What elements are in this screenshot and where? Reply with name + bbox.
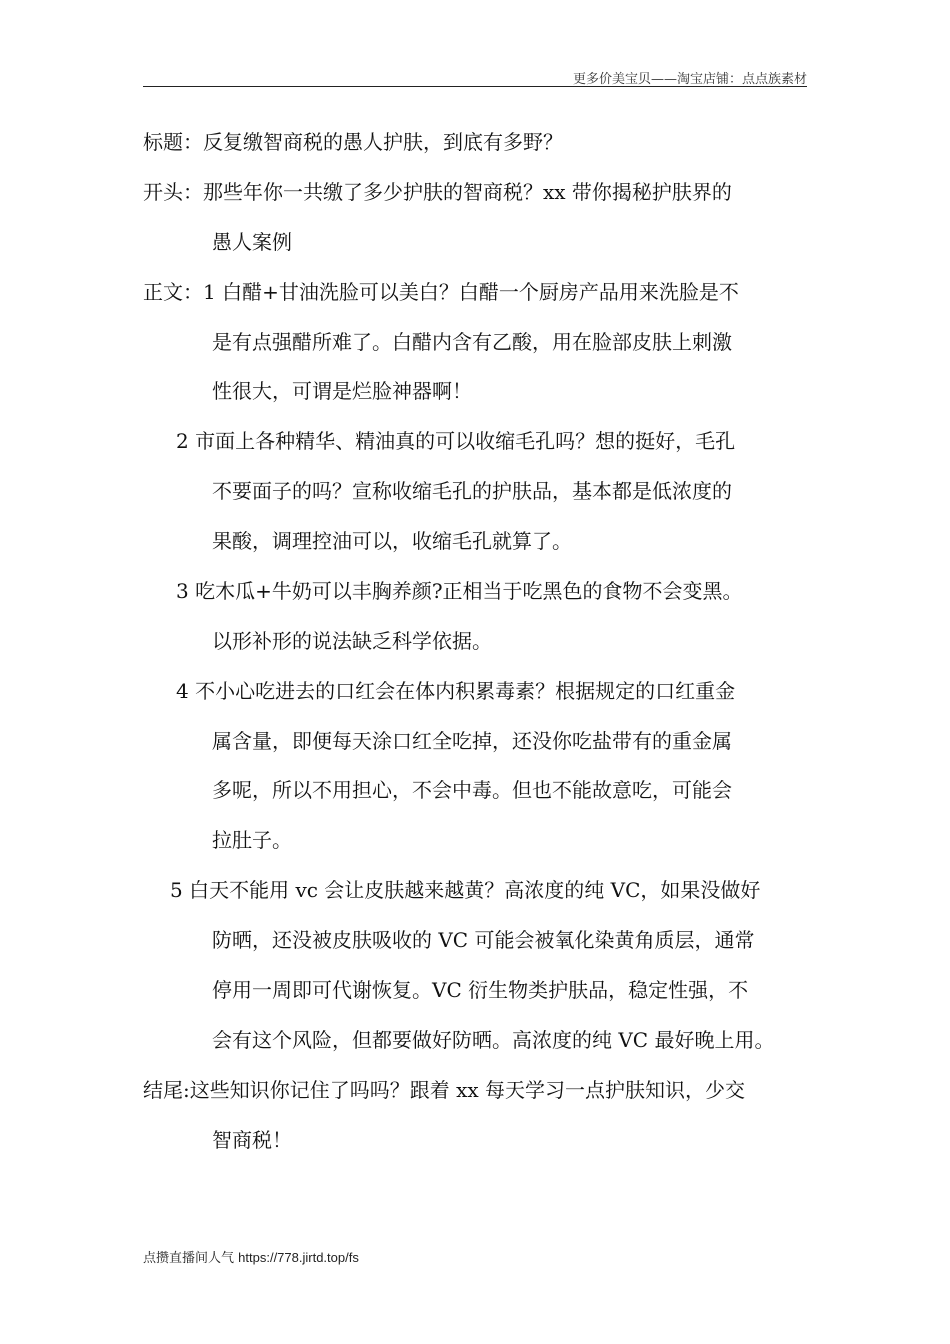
body-line: 属含量，即便每天涂口红全吃掉，还没你吃盐带有的重金属 bbox=[212, 729, 732, 753]
body-line: 会有这个风险，但都要做好防晒。高浓度的纯 VC 最好晚上用。 bbox=[212, 1028, 775, 1052]
opening-line-cont: 愚人案例 bbox=[212, 230, 292, 254]
footer-label: 点攒直播间人气 bbox=[143, 1251, 235, 1266]
ending-line-cont: 智商税！ bbox=[212, 1128, 292, 1152]
body-line: 4 不小心吃进去的口红会在体内积累毒素？根据规定的口红重金 bbox=[176, 679, 736, 703]
body-line: 是有点强醋所难了。白醋内含有乙酸，用在脸部皮肤上刺激 bbox=[212, 330, 732, 354]
body-line: 多呢，所以不用担心，不会中毒。但也不能故意吃，可能会 bbox=[212, 778, 732, 802]
opening-line: 开头：那些年你一共缴了多少护肤的智商税？xx 带你揭秘护肤界的 bbox=[143, 180, 732, 204]
body-line: 2 市面上各种精华、精油真的可以收缩毛孔吗？想的挺好，毛孔 bbox=[176, 429, 736, 453]
body-line: 停用一周即可代谢恢复。VC 衍生物类护肤品，稳定性强，不 bbox=[212, 978, 749, 1002]
body-line: 果酸，调理控油可以，收缩毛孔就算了。 bbox=[212, 529, 572, 553]
body-line: 以形补形的说法缺乏科学依据。 bbox=[212, 629, 492, 653]
ending-line: 结尾:这些知识你记住了吗吗？跟着 xx 每天学习一点护肤知识，少交 bbox=[143, 1078, 746, 1102]
body-line: 正文：1 白醋+甘油洗脸可以美白？白醋一个厨房产品用来洗脸是不 bbox=[143, 280, 739, 304]
body-line: 性很大，可谓是烂脸神器啊！ bbox=[212, 379, 472, 403]
body-line: 3 吃木瓜+牛奶可以丰胸养颜?正相当于吃黑色的食物不会变黑。 bbox=[176, 579, 743, 603]
body-line: 防晒，还没被皮肤吸收的 VC 可能会被氧化染黄角质层，通常 bbox=[212, 928, 755, 952]
body-line: 拉肚子。 bbox=[212, 828, 292, 852]
header-divider bbox=[143, 86, 807, 87]
title-line: 标题：反复缴智商税的愚人护肤，到底有多野？ bbox=[143, 130, 563, 154]
body-line: 5 白天不能用 vc 会让皮肤越来越黄？高浓度的纯 VC，如果没做好 bbox=[170, 878, 761, 902]
body-line: 不要面子的吗？宣称收缩毛孔的护肤品，基本都是低浓度的 bbox=[212, 479, 732, 503]
footer bbox=[143, 1247, 359, 1266]
footer-link[interactable]: https://778.jirtd.top/fs bbox=[238, 1250, 359, 1265]
header-shop-text: 更多价美宝贝——淘宝店铺：点点族素材 bbox=[572, 72, 807, 87]
